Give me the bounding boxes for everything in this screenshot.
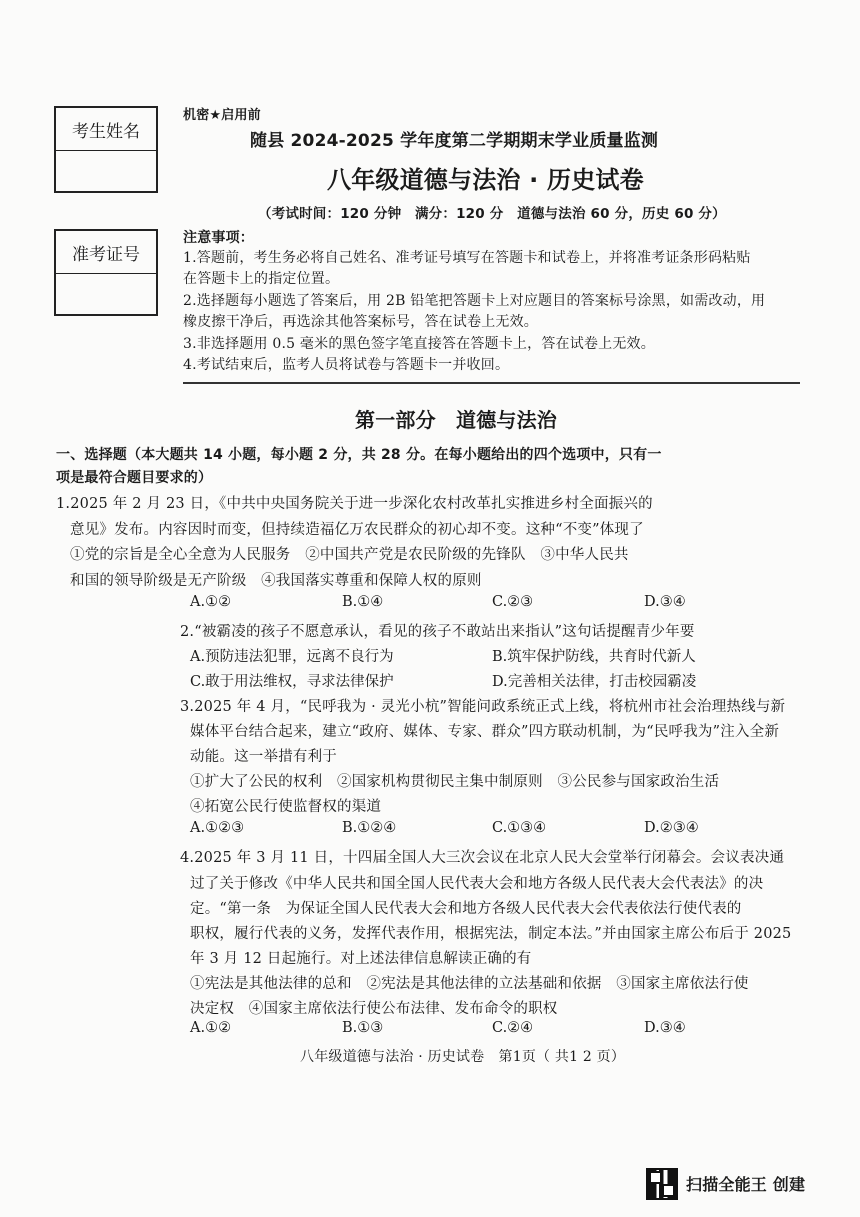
note-line: 4.考试结束后，监考人员将试卷与答题卡一并收回。	[183, 357, 510, 373]
note-line: 橡皮擦干净后，再选涂其他答案标号，答在试卷上无效。	[183, 314, 538, 330]
q4-option-a: A.①②	[190, 1020, 232, 1036]
part-title: 第一部分 道德与法治	[355, 408, 557, 432]
q1-option-c: C.②③	[492, 594, 534, 610]
q4-option-b: B.①③	[342, 1020, 384, 1036]
question-4-text: 定。“第一条 为保证全国人民代表大会和地方各级人民代表大会代表依法行使代表的	[190, 901, 742, 917]
q1-option-a: A.①②	[190, 594, 232, 610]
question-1-text: 1.2025 年 2 月 23 日，《中共中央国务院关于进一步深化农村改革扎实推进乡村全面振兴的	[56, 496, 653, 512]
candidate-name-box	[54, 106, 158, 193]
ticket-number-label: 准考证号	[56, 231, 156, 274]
section-heading: 项是最符合题目要求的）	[56, 470, 213, 486]
q3-option-c: C.①③④	[492, 820, 547, 836]
q4-option-c: C.②④	[492, 1020, 534, 1036]
q3-option-d: D.②③④	[644, 820, 699, 836]
exam-info: （考试时间：120 分钟 满分：120 分 道德与法治 60 分，历史 60 分）	[258, 206, 726, 222]
question-1-text: ①党的宗旨是全心全意为人民服务 ②中国共产党是农民阶级的先锋队 ③中华人民共	[70, 547, 629, 563]
exam-title: 随县 2024-2025 学年度第二学期期末学业质量监测	[250, 131, 659, 151]
question-1-text: 和国的领导阶级是无产阶级 ④我国落实尊重和保障人权的原则	[70, 573, 482, 589]
q2-option-d: D.完善相关法律，打击校园霸凌	[492, 674, 697, 690]
ticket-number-box	[54, 229, 158, 316]
confidential-mark: 机密★启用前	[183, 108, 261, 123]
candidate-name-label: 考生姓名	[56, 108, 156, 151]
q2-option-c: C.敢于用法维权，寻求法律保护	[190, 674, 394, 690]
qr-code-icon	[646, 1168, 678, 1200]
notes-heading: 注意事项：	[183, 230, 254, 246]
q3-option-a: A.①②③	[190, 820, 245, 836]
q4-option-d: D.③④	[644, 1020, 686, 1036]
note-line: 2.选择题每小题选了答案后，用 2B 铅笔把答题卡上对应题目的答案标号涂黑，如需改动，用	[183, 293, 766, 309]
q3-option-b: B.①②④	[342, 820, 397, 836]
question-3-text: ①扩大了公民的权利 ②国家机构贯彻民主集中制原则 ③公民参与国家政治生活	[190, 774, 720, 790]
note-line: 3.非选择题用 0.5 毫米的黑色签字笔直接答在答题卡上，答在试卷上无效。	[183, 336, 655, 352]
section-heading: 一、选择题（本大题共 14 小题，每小题 2 分，共 28 分。在每小题给出的四个选项中，只有一	[56, 447, 662, 463]
divider-line	[183, 382, 800, 384]
question-2-text: 2.“被霸凌的孩子不愿意承认，看见的孩子不敢站出来指认”这句话提醒青少年要	[180, 624, 695, 640]
note-line: 在答题卡上的指定位置。	[183, 271, 340, 287]
q2-option-b: B.筑牢保护防线，共育时代新人	[492, 649, 696, 665]
question-4-text: 年 3 月 12 日起施行。对上述法律信息解读正确的有	[190, 951, 532, 967]
question-4-text: 职权，履行代表的义务，发挥代表作用，根据宪法，制定本法。”并由国家主席公布后于 2025	[190, 926, 792, 942]
paper-title: 八年级道德与法治 · 历史试卷	[327, 166, 644, 194]
question-4-text: 过了关于修改《中华人民共和国全国人民代表大会和地方各级人民代表大会代表法》的决	[190, 876, 764, 892]
question-4-text: ①宪法是其他法律的总和 ②宪法是其他法律的立法基础和依据 ③国家主席依法行使	[190, 976, 749, 992]
ticket-number-blank	[56, 274, 156, 314]
question-4-text: 4.2025 年 3 月 11 日，十四届全国人大三次会议在北京人民大会堂举行闭幕会。会议表决通	[180, 850, 785, 866]
candidate-name-blank	[56, 151, 156, 191]
question-1-text: 意见》发布。内容因时而变，但持续造福亿万农民群众的初心却不变。这种“不变”体现了	[70, 522, 644, 538]
question-3-text: 动能。这一举措有利于	[190, 749, 337, 765]
question-3-text: 3.2025 年 4 月，“民呼我为 · 灵光小杭”智能问政系统正式上线，将杭州市社会治理热线与新	[180, 699, 786, 715]
q2-option-a: A.预防违法犯罪，远离不良行为	[190, 649, 394, 665]
question-4-text: 决定权 ④国家主席依法行使公布法律、发布命令的职权	[190, 1001, 558, 1017]
page-footer: 八年级道德与法治 · 历史试卷 第1页（ 共1 2 页）	[300, 1049, 626, 1065]
scanner-watermark: 扫描全能王 创建	[686, 1175, 806, 1194]
question-3-text: 媒体平台结合起来，建立“政府、媒体、专家、群众”四方联动机制，为“民呼我为”注入全新	[190, 724, 780, 740]
note-line: 1.答题前，考生务必将自己姓名、准考证号填写在答题卡和试卷上，并将准考证条形码粘贴	[183, 250, 751, 266]
question-3-text: ④拓宽公民行使监督权的渠道	[190, 799, 382, 815]
q1-option-b: B.①④	[342, 594, 384, 610]
q1-option-d: D.③④	[644, 594, 686, 610]
